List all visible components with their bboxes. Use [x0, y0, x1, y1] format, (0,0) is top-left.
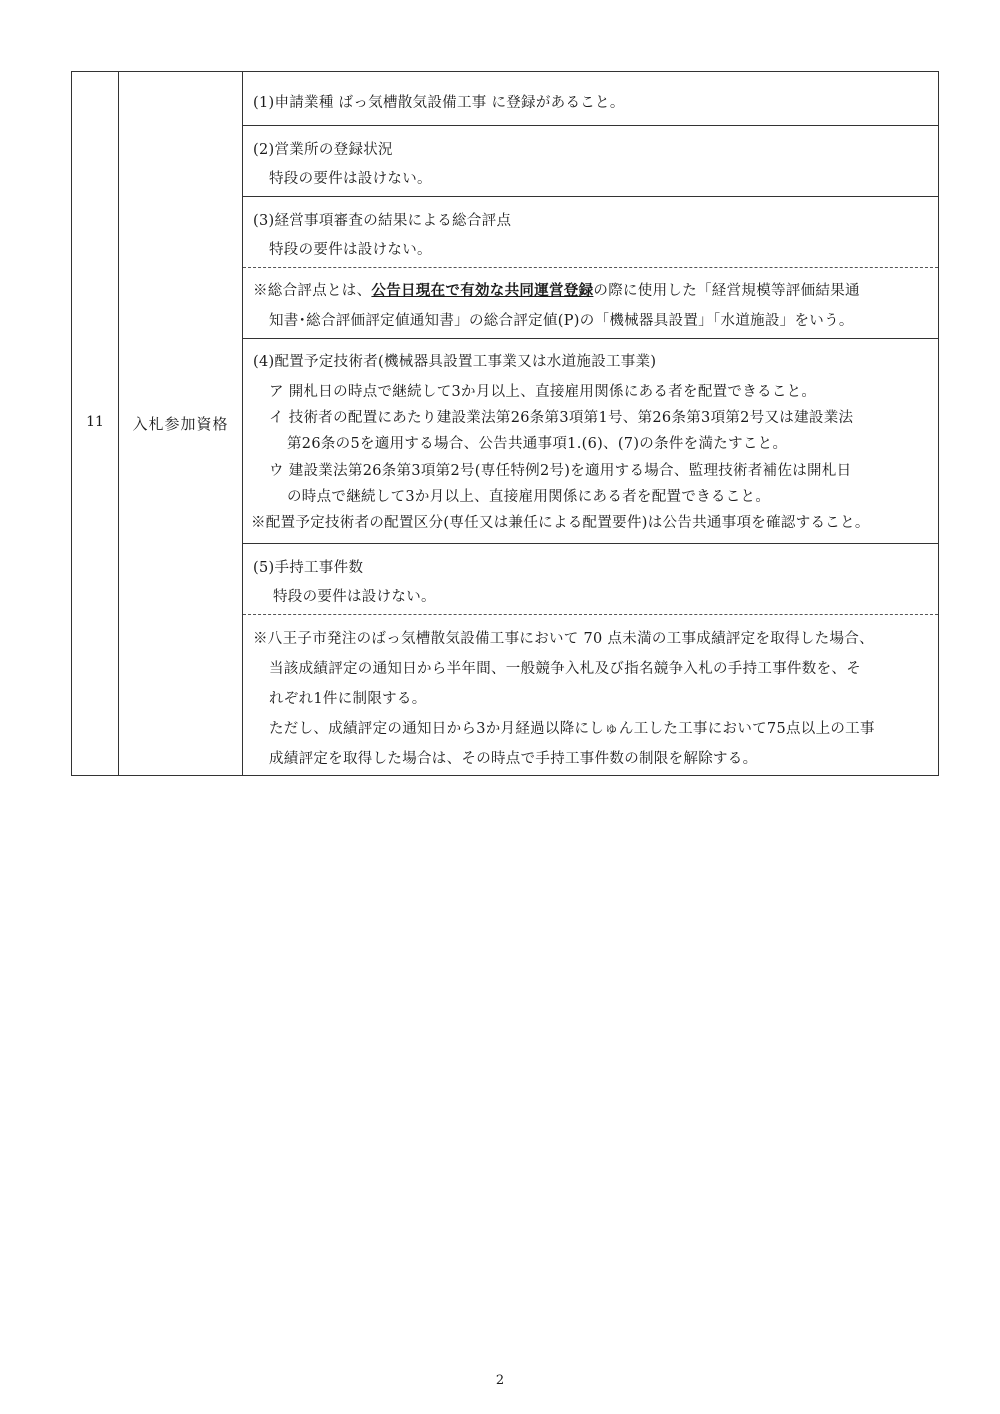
section-1: [243, 72, 938, 126]
section-5-title: (5)手持工事件数: [253, 560, 364, 576]
section-3-title: (3)経営事項審査の結果による総合評点: [253, 213, 512, 229]
section-4-item-a: ア 開札日の時点で継続して3か月以上、直接雇用関係にある者を配置できること。: [269, 384, 817, 400]
section-2: [243, 126, 938, 197]
section-4-item-i-1: イ 技術者の配置にあたり建設業法第26条第3項第1号、第26条第3項第2号又は建設業法: [269, 410, 854, 426]
section-2-title: (2)営業所の登録状況: [253, 142, 393, 158]
section-4: [243, 339, 938, 544]
section-4-title: (4)配置予定技術者(機械器具設置工事業又は水道施設工事業): [253, 354, 657, 370]
section-1-text: (1)申請業種 ばっ気槽散気設備工事 に登録があること。: [253, 95, 625, 111]
section-5-note-line4: ただし、成績評定の通知日から3か月経過以降にしゅん工した工事において75点以上の工事: [269, 721, 875, 737]
section-5-note-line1: ※八王子市発注のばっ気槽散気設備工事において 70 点未満の工事成績評定を取得した場合、: [253, 631, 874, 647]
section-3-note: [243, 268, 938, 339]
item-number: 11: [86, 414, 104, 430]
item-label: 入札参加資格: [132, 415, 229, 433]
section-3-body: 特段の要件は設けない。: [269, 242, 432, 258]
section-4-note: ※配置予定技術者の配置区分(専任又は兼任による配置要件)は公告共通事項を確認すること。: [251, 515, 870, 531]
section-5-note-line3: れぞれ1件に制限する。: [269, 691, 427, 707]
note-emphasis: 公告日現在で有効な共同運営登録: [371, 282, 594, 299]
section-3-note-line2: 知書･総合評価評定値通知書」の総合評定値(P)の「機械器具設置」「水道施設」をいう。: [269, 313, 854, 329]
section-3: [243, 197, 938, 268]
section-5-note-line5: 成績評定を取得した場合は、その時点で手持工事件数の制限を解除する。: [269, 751, 758, 767]
section-5-body: 特段の要件は設けない。: [273, 589, 436, 605]
requirements-content: [243, 72, 938, 775]
note-suffix: の際に使用した「経営規模等評価結果通: [593, 283, 860, 299]
page-number: 2: [495, 1373, 505, 1388]
section-4-item-i-2: 第26条の5を適用する場合、公告共通事項1.(6)、(7)の条件を満たすこと。: [287, 436, 788, 452]
section-4-item-u-1: ウ 建設業法第26条第3項第2号(専任特例2号)を適用する場合、監理技術者補佐は開札日: [269, 463, 852, 479]
item-number-cell: [72, 72, 119, 775]
section-5: [243, 544, 938, 615]
section-4-item-u-2: の時点で継続して3か月以上、直接雇用関係にある者を配置できること。: [287, 489, 771, 505]
section-5-note: [243, 615, 938, 775]
section-3-note-line1: [253, 279, 860, 300]
section-5-note-line2: 当該成績評定の通知日から半年間、一般競争入札及び指名競争入札の手持工事件数を、そ: [269, 661, 861, 677]
item-label-cell: [119, 72, 243, 775]
note-prefix: ※総合評点とは、: [253, 283, 372, 299]
requirements-table: [71, 71, 939, 776]
section-2-body: 特段の要件は設けない。: [269, 171, 432, 187]
